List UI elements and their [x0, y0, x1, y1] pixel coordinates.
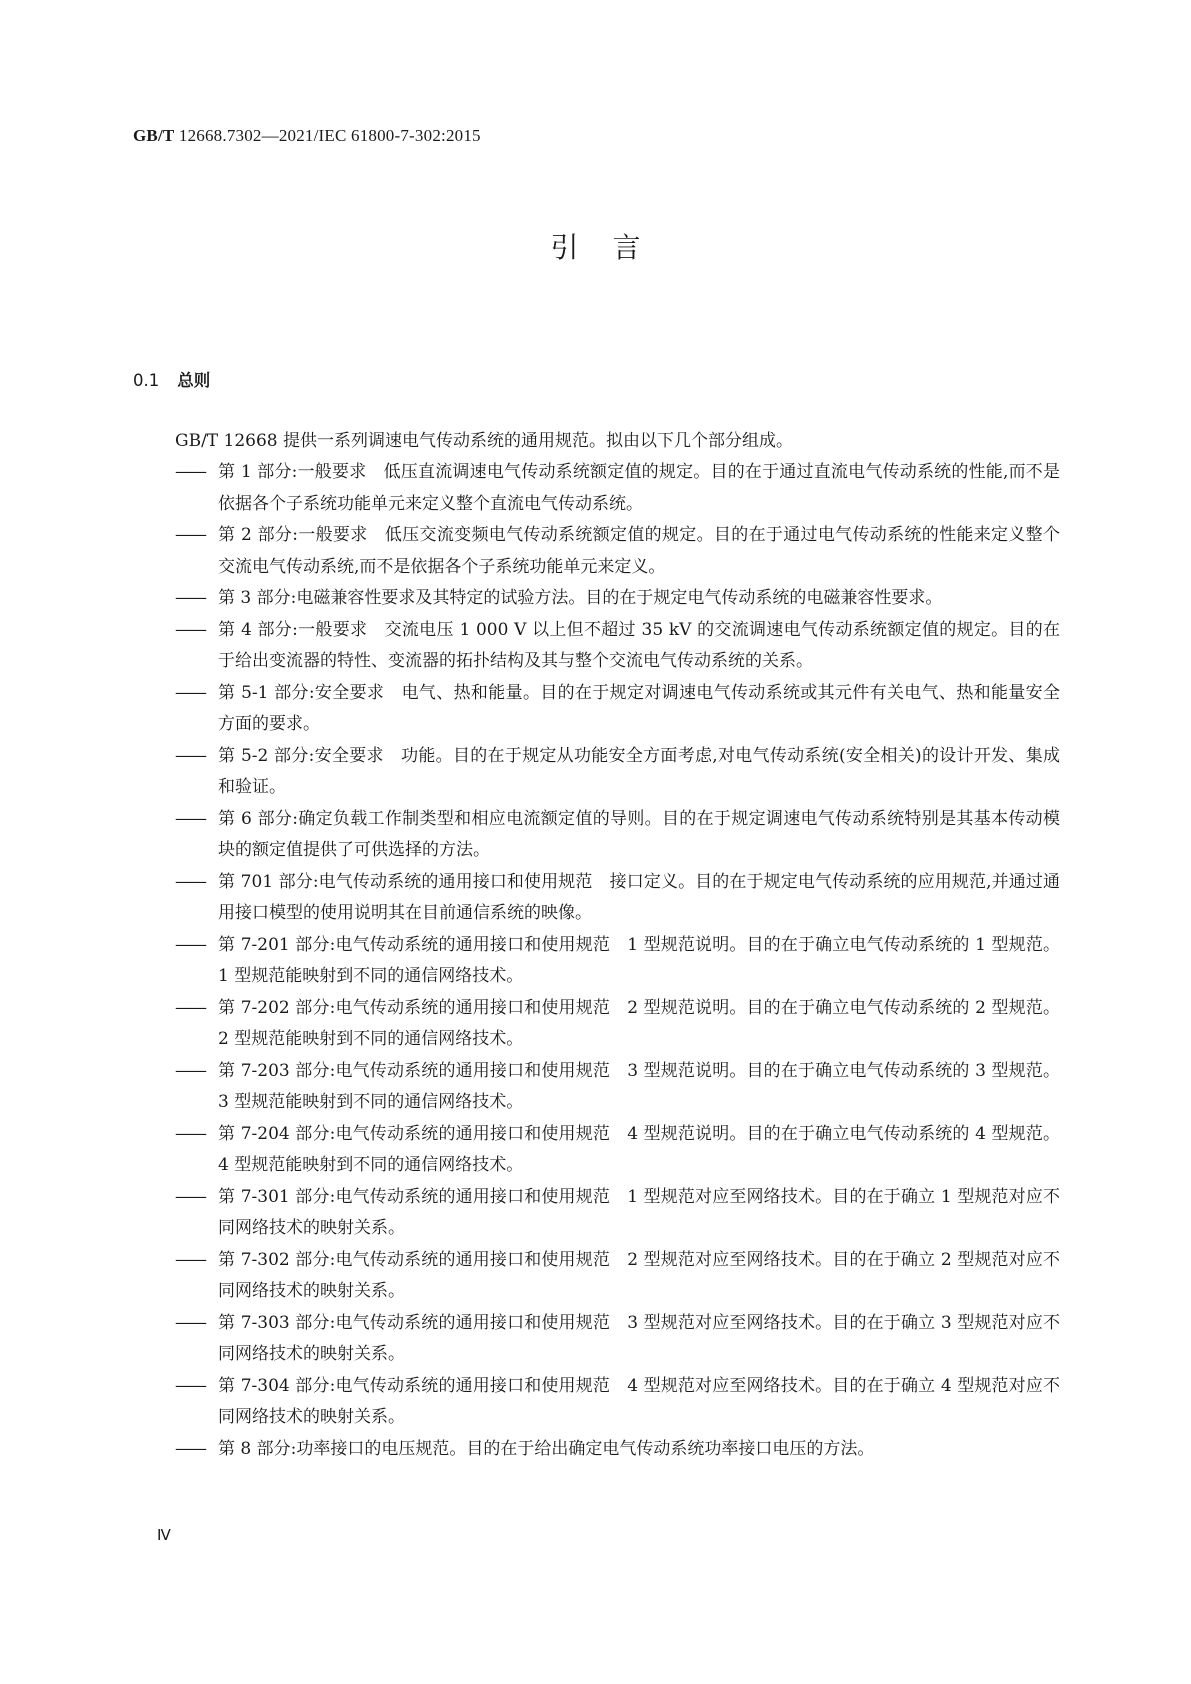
list-item-text: 第 7-304 部分:电气传动系统的通用接口和使用规范 4 型规范对应至网络技术。目的在于确立 4 型规范对应不同网络技术的映射关系。 [218, 1375, 1060, 1427]
dash-marker: —— [175, 619, 205, 640]
dash-marker: —— [175, 934, 205, 955]
list-item-text: 第 701 部分:电气传动系统的通用接口和使用规范 接口定义。目的在于规定电气传动系统的应用规范,并通过通用接口模型的使用说明其在目前通信系统的映像。 [218, 871, 1060, 923]
dash-marker: —— [175, 1249, 205, 1270]
standard-number: 12668.7302—2021/IEC 61800-7-302:2015 [174, 126, 481, 145]
list-item-text: 第 7-303 部分:电气传动系统的通用接口和使用规范 3 型规范对应至网络技术。目的在于确立 3 型规范对应不同网络技术的映射关系。 [218, 1312, 1060, 1364]
list-item [175, 1056, 1060, 1119]
list-item-text: 第 7-203 部分:电气传动系统的通用接口和使用规范 3 型规范说明。目的在于确立电气传动系统的 3 型规范。3 型规范能映射到不同的通信网络技术。 [218, 1060, 1060, 1112]
list-item [175, 1371, 1060, 1434]
list-item [175, 930, 1060, 993]
parts-list [175, 457, 1060, 1465]
list-item [175, 1434, 1060, 1466]
list-item [175, 741, 1060, 804]
list-item-text: 第 2 部分:一般要求 低压交流变频电气传动系统额定值的规定。目的在于通过电气传动系统的性能来定义整个交流电气传动系统,而不是依据各个子系统功能单元来定义。 [218, 525, 1060, 577]
list-item [175, 520, 1060, 583]
dash-marker: —— [175, 1375, 205, 1396]
list-item-text: 第 6 部分:确定负载工作制类型和相应电流额定值的导则。目的在于规定调速电气传动系统特别是其基本传动模块的额定值提供了可供选择的方法。 [218, 808, 1060, 860]
section-heading [133, 367, 210, 391]
dash-marker: —— [175, 1060, 205, 1081]
list-item [175, 993, 1060, 1056]
section-number: 0.1 [133, 371, 160, 390]
dash-marker: —— [175, 745, 205, 766]
dash-marker: —— [175, 871, 205, 892]
list-item [175, 867, 1060, 930]
list-item-text: 第 7-201 部分:电气传动系统的通用接口和使用规范 1 型规范说明。目的在于确立电气传动系统的 1 型规范。1 型规范能映射到不同的通信网络技术。 [218, 934, 1060, 986]
page-number: Ⅳ [157, 1528, 171, 1544]
list-item-text: 第 7-302 部分:电气传动系统的通用接口和使用规范 2 型规范对应至网络技术。目的在于确立 2 型规范对应不同网络技术的映射关系。 [218, 1249, 1060, 1301]
list-item [175, 615, 1060, 678]
document-header [133, 126, 481, 146]
list-item-text: 第 4 部分:一般要求 交流电压 1 000 V 以上但不超过 35 kV 的交流调速电气传动系统额定值的规定。目的在于给出变流器的特性、变流器的拓扑结构及其与整个交流电气传动系统的关系。 [218, 619, 1060, 671]
section-name: 总则 [177, 371, 211, 390]
list-item [175, 1182, 1060, 1245]
dash-marker: —— [175, 682, 205, 703]
list-item-text: 第 7-204 部分:电气传动系统的通用接口和使用规范 4 型规范说明。目的在于确立电气传动系统的 4 型规范。4 型规范能映射到不同的通信网络技术。 [218, 1123, 1060, 1175]
list-item [175, 804, 1060, 867]
dash-marker: —— [175, 997, 205, 1018]
list-item [175, 457, 1060, 520]
list-item-text: 第 3 部分:电磁兼容性要求及其特定的试验方法。目的在于规定电气传动系统的电磁兼容性要求。 [218, 588, 943, 608]
list-item [175, 1308, 1060, 1371]
list-item-text: 第 5-2 部分:安全要求 功能。目的在于规定从功能安全方面考虑,对电气传动系统(安全相关)的设计开发、集成和验证。 [218, 745, 1060, 797]
intro-paragraph: GB/T 12668 提供一系列调速电气传动系统的通用规范。拟由以下几个部分组成。 [175, 431, 794, 451]
list-item-text: 第 1 部分:一般要求 低压直流调速电气传动系统额定值的规定。目的在于通过直流电气传动系统的性能,而不是依据各个子系统功能单元来定义整个直流电气传动系统。 [218, 462, 1060, 514]
standard-prefix: GB/T [133, 126, 175, 145]
list-item-text: 第 7-202 部分:电气传动系统的通用接口和使用规范 2 型规范说明。目的在于确立电气传动系统的 2 型规范。2 型规范能映射到不同的通信网络技术。 [218, 997, 1060, 1049]
dash-marker: —— [175, 1312, 205, 1333]
list-item-text: 第 5-1 部分:安全要求 电气、热和能量。目的在于规定对调速电气传动系统或其元件有关电气、热和能量安全方面的要求。 [218, 682, 1060, 734]
list-item [175, 678, 1060, 741]
dash-marker: —— [175, 588, 205, 608]
dash-marker: —— [175, 1438, 205, 1459]
dash-marker: —— [175, 525, 205, 545]
dash-marker: —— [175, 1186, 205, 1207]
dash-marker: —— [175, 808, 205, 829]
dash-marker: —— [175, 1123, 205, 1144]
list-item [175, 1119, 1060, 1182]
dash-marker: —— [175, 462, 205, 482]
page-title: 引言 [550, 231, 675, 264]
list-item [175, 1245, 1060, 1308]
list-item [175, 583, 1060, 615]
list-item-text: 第 8 部分:功率接口的电压规范。目的在于给出确定电气传动系统功率接口电压的方法。 [218, 1438, 875, 1459]
list-item-text: 第 7-301 部分:电气传动系统的通用接口和使用规范 1 型规范对应至网络技术。目的在于确立 1 型规范对应不同网络技术的映射关系。 [218, 1186, 1060, 1238]
